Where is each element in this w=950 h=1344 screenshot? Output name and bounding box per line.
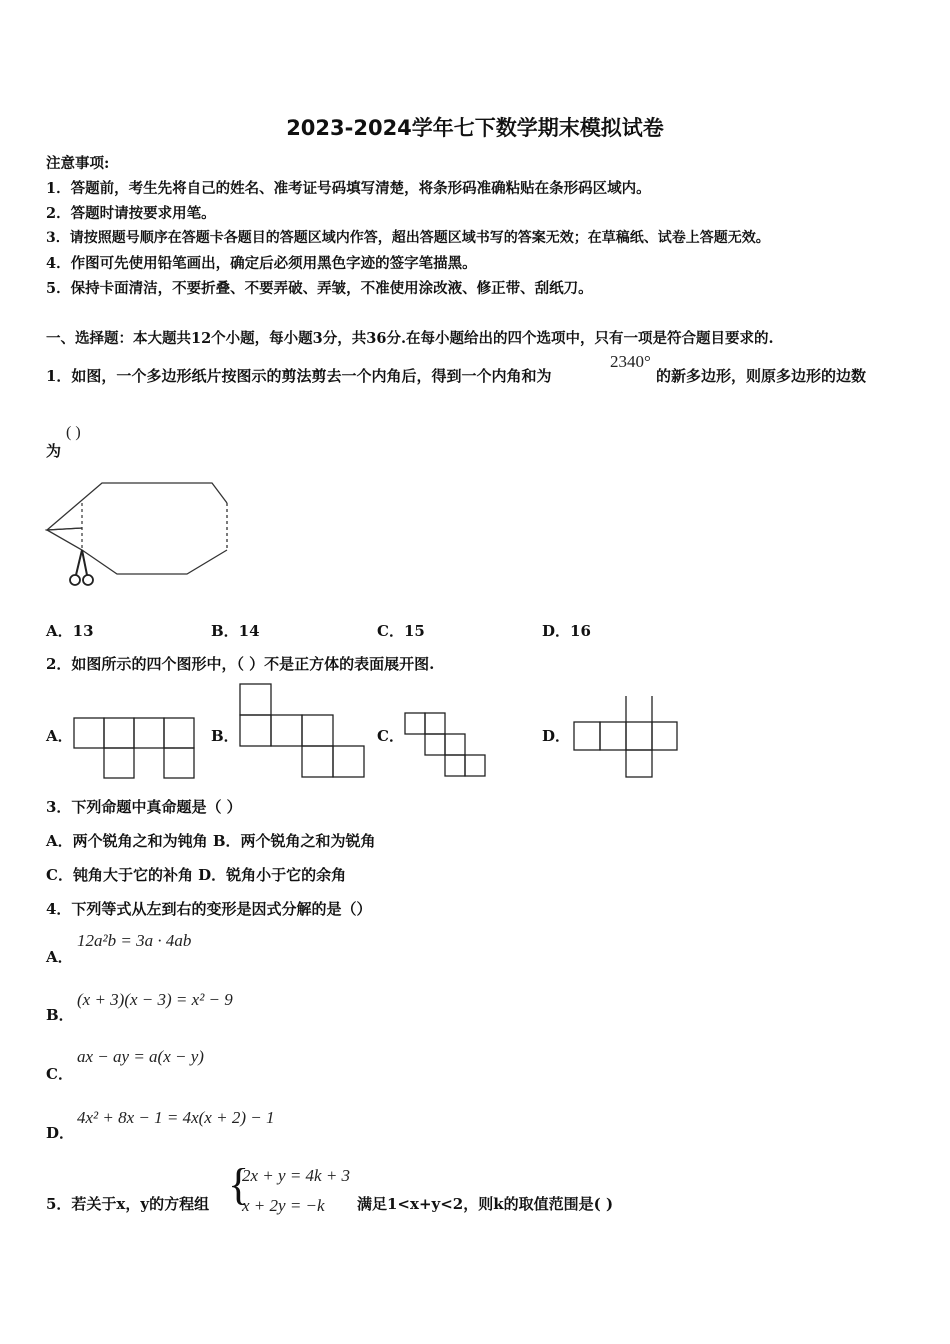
q5-equation-1: 2x + y = 4k + 3 xyxy=(242,1166,351,1185)
q4-label-c: C． xyxy=(46,1065,73,1083)
q2-label-d: D． xyxy=(542,727,571,745)
q1-answer-paren: ( ) xyxy=(66,424,81,441)
q4-label-d: D． xyxy=(46,1124,75,1142)
notice-heading: 注意事项: xyxy=(46,155,110,172)
q2-label-b: B． xyxy=(211,727,239,745)
q1-text-end: 为 xyxy=(46,442,62,460)
q1-option-c: C．15 xyxy=(377,622,425,640)
q5-text-cont: 满足1<x+y<2，则k的取值范围是( ) xyxy=(357,1195,614,1213)
q4-formula-d: 4x² + 8x − 1 = 4x(x + 2) − 1 xyxy=(77,1108,275,1127)
polygon-outline xyxy=(47,483,227,530)
q4-formula-a: 12a²b = 3a · 4ab xyxy=(77,931,192,950)
q3-options-row-1: A．两个锐角之和为钝角 B．两个锐角之和为锐角 xyxy=(46,832,376,850)
q4-label-a: A． xyxy=(46,948,73,966)
q2-label-a: A． xyxy=(46,727,73,745)
q4-label-b: B． xyxy=(46,1006,74,1024)
system-brace: { xyxy=(228,1160,250,1209)
notice-item: 2．答题时请按要求用笔。 xyxy=(46,205,216,222)
q2-label-c: C． xyxy=(377,727,404,745)
q3-text: 3．下列命题中真命题是（ ） xyxy=(46,798,242,816)
notice-item: 4．作图可先使用铅笔画出，确定后必须用黑色字迹的签字笔描黑。 xyxy=(46,255,477,272)
page-title: 2023-2024学年七下数学期末模拟试卷 xyxy=(286,116,664,140)
q2-net-d xyxy=(572,695,678,778)
polygon-outline xyxy=(47,528,227,574)
q1-option-d: D．16 xyxy=(542,622,591,640)
q3-options-row-2: C．钝角大于它的补角 D．锐角小于它的余角 xyxy=(46,866,347,884)
q4-formula-c: ax − ay = a(x − y) xyxy=(77,1047,204,1066)
q1-option-b: B．14 xyxy=(211,622,260,640)
q2-text: 2．如图所示的四个图形中，（ ）不是正方体的表面展开图. xyxy=(46,655,435,673)
q1-option-a: A．13 xyxy=(46,622,94,640)
notice-item: 1．答题前，考生先将自己的姓名、准考证号码填写清楚，将条形码准确粘贴在条形码区域内。 xyxy=(46,180,651,197)
notice-item: 3．请按照题号顺序在答题卡各题目的答题区域内作答，超出答题区域书写的答案无效；在草稿纸、试卷上答题无效。 xyxy=(46,230,770,246)
q1-text-cont: 的新多边形，则原多边形的边数 xyxy=(656,367,867,385)
q5-text: 5．若关于x，y的方程组 xyxy=(46,1195,210,1213)
section-heading: 一、选择题：本大题共12个小题，每小题3分，共36分.在每小题给出的四个选项中，只有一项是符合题目要求的. xyxy=(46,330,774,347)
q4-formula-b: (x + 3)(x − 3) = x² − 9 xyxy=(77,990,233,1009)
q2-net-c xyxy=(404,712,486,778)
q1-angle: 2340° xyxy=(610,352,651,371)
q2-net-b xyxy=(239,683,365,779)
q2-net-a xyxy=(73,717,195,779)
q5-equation-2: x + 2y = −k xyxy=(242,1196,325,1215)
q4-text: 4．下列等式从左到右的变形是因式分解的是（） xyxy=(46,900,372,918)
q1-text: 1．如图，一个多边形纸片按图示的剪法剪去一个内角后，得到一个内角和为 xyxy=(46,367,552,385)
notice-item: 5．保持卡面清洁，不要折叠、不要弄破、弄皱，不准使用涂改液、修正带、刮纸刀。 xyxy=(46,280,593,297)
q1-polygon-figure xyxy=(40,475,240,595)
